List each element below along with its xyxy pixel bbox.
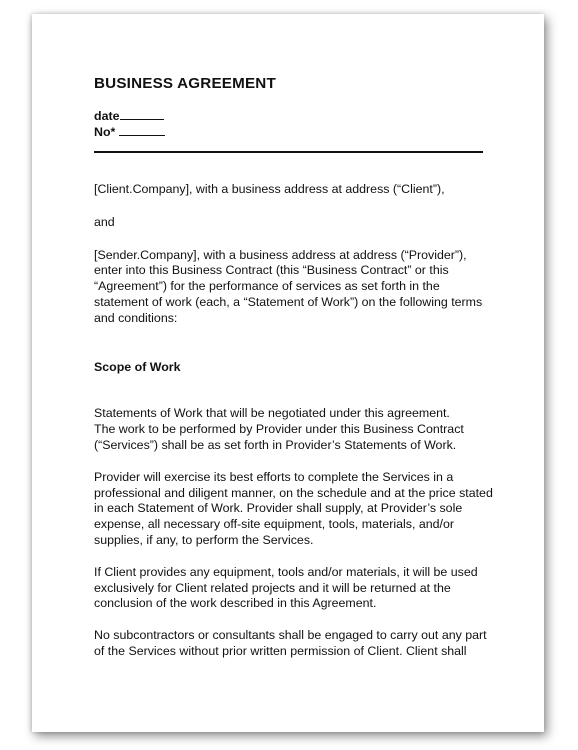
provider-line: in each Statement of Work. Provider shall supply, at Provider’s sole	[94, 501, 463, 516]
sender-line: enter into this Business Contract (this “Business Contract” or this	[94, 263, 449, 278]
sender-line: [Sender.Company], with a business address at address (“Provider”),	[94, 247, 467, 262]
subcontractors-paragraph	[94, 628, 494, 660]
sow-line: Statements of Work that will be negotiated under this agreement.	[94, 406, 450, 421]
date-label: date	[94, 109, 120, 123]
number-line	[94, 124, 494, 140]
date-blank-field[interactable]	[120, 109, 164, 120]
sender-line: and conditions:	[94, 310, 178, 325]
sender-line: statement of work (each, a “Statement of Work”) on the following terms	[94, 294, 483, 309]
document-meta	[94, 108, 494, 140]
provider-line: supplies, if any, to perform the Services.	[94, 532, 314, 547]
header-divider	[94, 151, 483, 153]
client-equipment-paragraph	[94, 565, 494, 612]
number-label: No*	[94, 125, 116, 139]
sow-line: (“Services”) shall be as set forth in Provider’s Statements of Work.	[94, 437, 457, 452]
document-page	[32, 14, 544, 732]
number-blank-field[interactable]	[119, 125, 165, 136]
equipment-line: conclusion of the work described in this Agreement.	[94, 596, 377, 611]
subcontract-line: of the Services without prior written permission of Client. Client shall	[94, 643, 467, 658]
document-title: BUSINESS AGREEMENT	[94, 75, 276, 92]
and-paragraph: and	[94, 214, 115, 229]
client-paragraph: [Client.Company], with a business address at address (“Client”),	[94, 182, 445, 196]
statements-of-work-paragraph	[94, 406, 494, 453]
equipment-line: If Client provides any equipment, tools and/or materials, it will be used	[94, 564, 478, 579]
sender-line: “Agreement”) for the performance of services as set forth in the	[94, 279, 440, 294]
scope-heading: Scope of Work	[94, 359, 181, 374]
subcontract-line: No subcontractors or consultants shall be engaged to carry out any part	[94, 628, 487, 643]
sender-paragraph	[94, 248, 494, 327]
provider-line: expense, all necessary off-site equipment, tools, materials, and/or	[94, 517, 454, 532]
equipment-line: exclusively for Client related projects and it will be returned at the	[94, 580, 451, 595]
provider-efforts-paragraph	[94, 470, 494, 549]
document-body	[94, 74, 494, 660]
provider-line: Provider will exercise its best efforts to complete the Services in a	[94, 469, 454, 484]
sow-line: The work to be performed by Provider under this Business Contract	[94, 422, 464, 437]
date-line	[94, 108, 494, 124]
provider-line: professional and diligent manner, on the schedule and at the price stated	[94, 485, 493, 500]
